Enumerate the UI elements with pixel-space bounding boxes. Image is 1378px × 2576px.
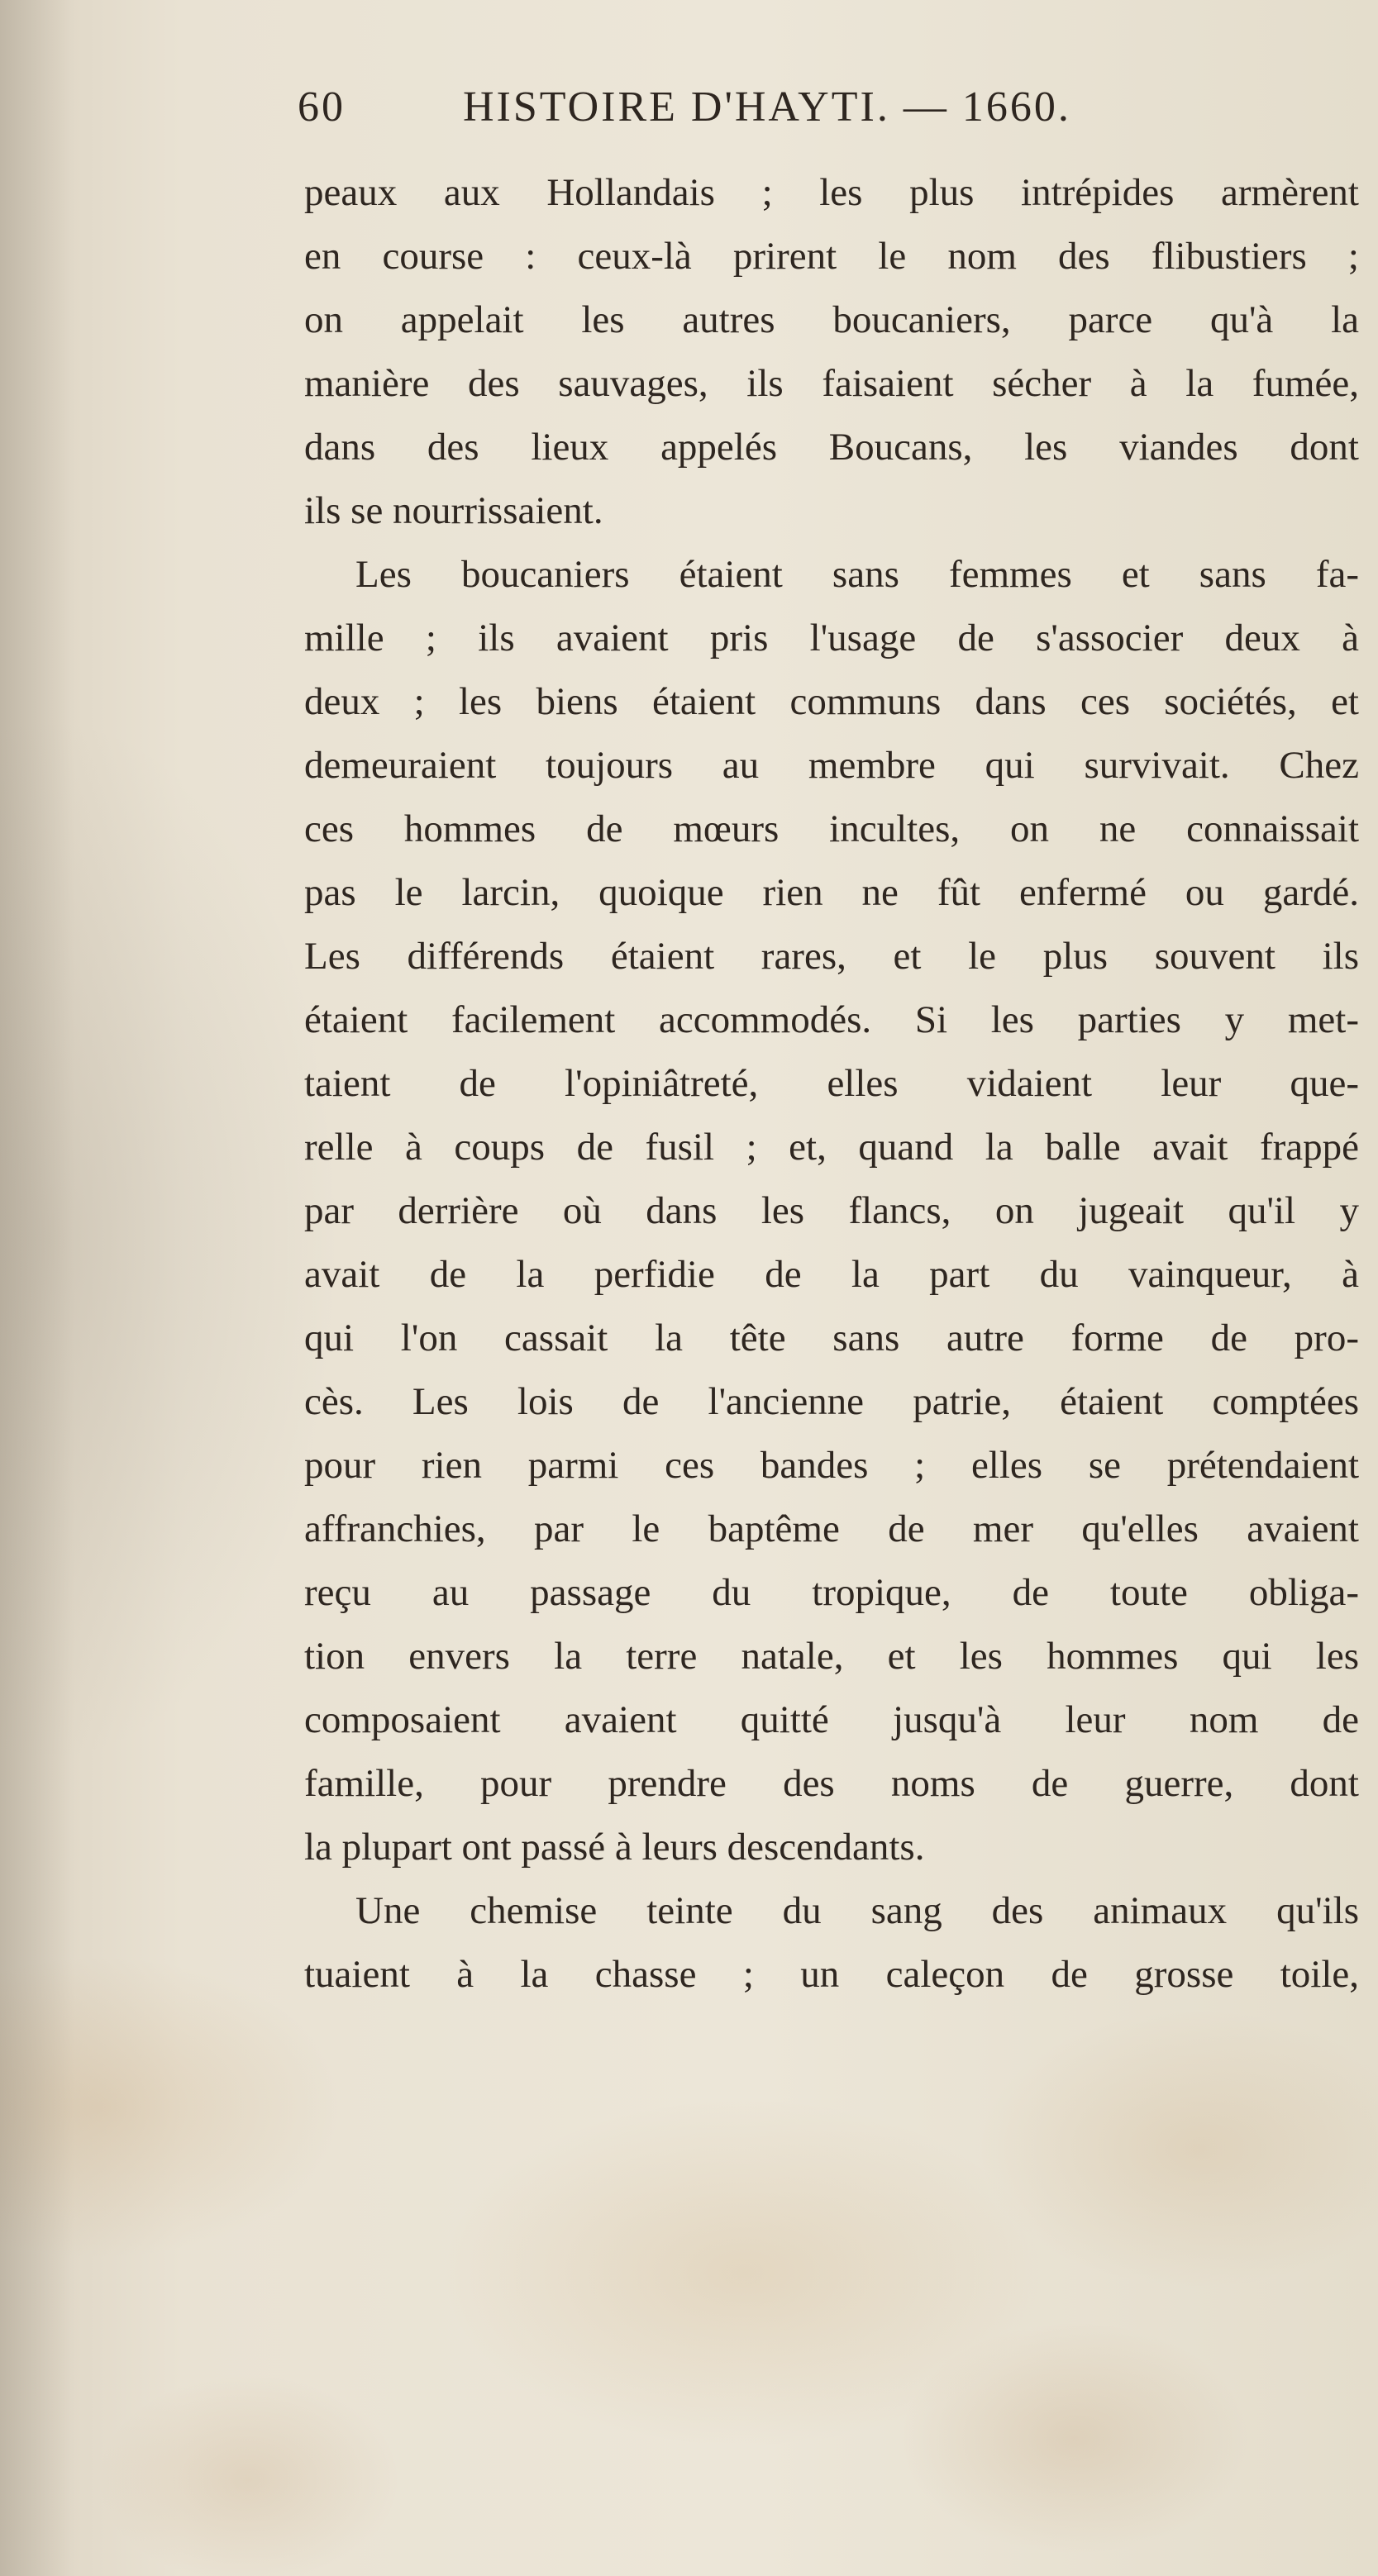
text-line: pour rien parmi ces bandes ; elles se prétendaient <box>304 1444 1359 1487</box>
text-line: deux ; les biens étaient communs dans ces sociétés, et <box>304 680 1359 723</box>
text-line: relle à coups de fusil ; et, quand la balle avait frappé <box>304 1126 1359 1169</box>
text-line: tuaient à la chasse ; un caleçon de grosse toile, <box>304 1953 1359 1996</box>
text-line: reçu au passage du tropique, de toute obliga- <box>304 1571 1359 1614</box>
text-line: cès. Les lois de l'ancienne patrie, étaient comptées <box>304 1380 1359 1423</box>
binding-shadow <box>0 0 74 2576</box>
text-line: taient de l'opiniâtreté, elles vidaient leur que- <box>304 1062 1359 1105</box>
text-line: qui l'on cassait la tête sans autre forme de pro- <box>304 1317 1359 1359</box>
text-line: par derrière où dans les flancs, on jugeait qu'il y <box>304 1189 1359 1232</box>
text-line: demeuraient toujours au membre qui survivait. Chez <box>304 744 1359 787</box>
text-line: on appelait les autres boucaniers, parce qu'à la <box>304 298 1359 341</box>
text-line: avait de la perfidie de la part du vainqueur, à <box>304 1253 1359 1296</box>
text-line: affranchies, par le baptême de mer qu'elles avaient <box>304 1507 1359 1550</box>
text-line: tion envers la terre natale, et les hommes qui les <box>304 1635 1359 1678</box>
body-text <box>304 161 1359 2007</box>
text-line: étaient facilement accommodés. Si les parties y met- <box>304 998 1359 1041</box>
text-line: mille ; ils avaient pris l'usage de s'associer deux à <box>304 617 1359 659</box>
text-line: Une chemise teinte du sang des animaux qu'ils <box>355 1889 1359 1932</box>
text-line: Les différends étaient rares, et le plus souvent ils <box>304 935 1359 978</box>
text-line: peaux aux Hollandais ; les plus intrépides armèrent <box>304 171 1359 214</box>
text-line: pas le larcin, quoique rien ne fût enfermé ou gardé. <box>304 871 1359 914</box>
text-line: en course : ceux-là prirent le nom des flibustiers ; <box>304 235 1359 278</box>
text-line: la plupart ont passé à leurs descendants. <box>304 1826 925 1869</box>
text-line: ils se nourrissaient. <box>304 489 603 532</box>
text-line: famille, pour prendre des noms de guerre, dont <box>304 1762 1359 1805</box>
running-head <box>298 83 1372 140</box>
text-line: manière des sauvages, ils faisaient sécher à la fumée, <box>304 362 1359 405</box>
text-line: dans des lieux appelés Boucans, les viandes dont <box>304 426 1359 469</box>
text-line: composaient avaient quitté jusqu'à leur nom de <box>304 1698 1359 1741</box>
text-line: Les boucaniers étaient sans femmes et sans fa- <box>355 553 1359 596</box>
running-title: HISTOIRE D'HAYTI. — 1660. <box>463 83 1071 131</box>
page-number: 60 <box>298 83 346 131</box>
text-line: ces hommes de mœurs incultes, on ne connaissait <box>304 807 1359 850</box>
